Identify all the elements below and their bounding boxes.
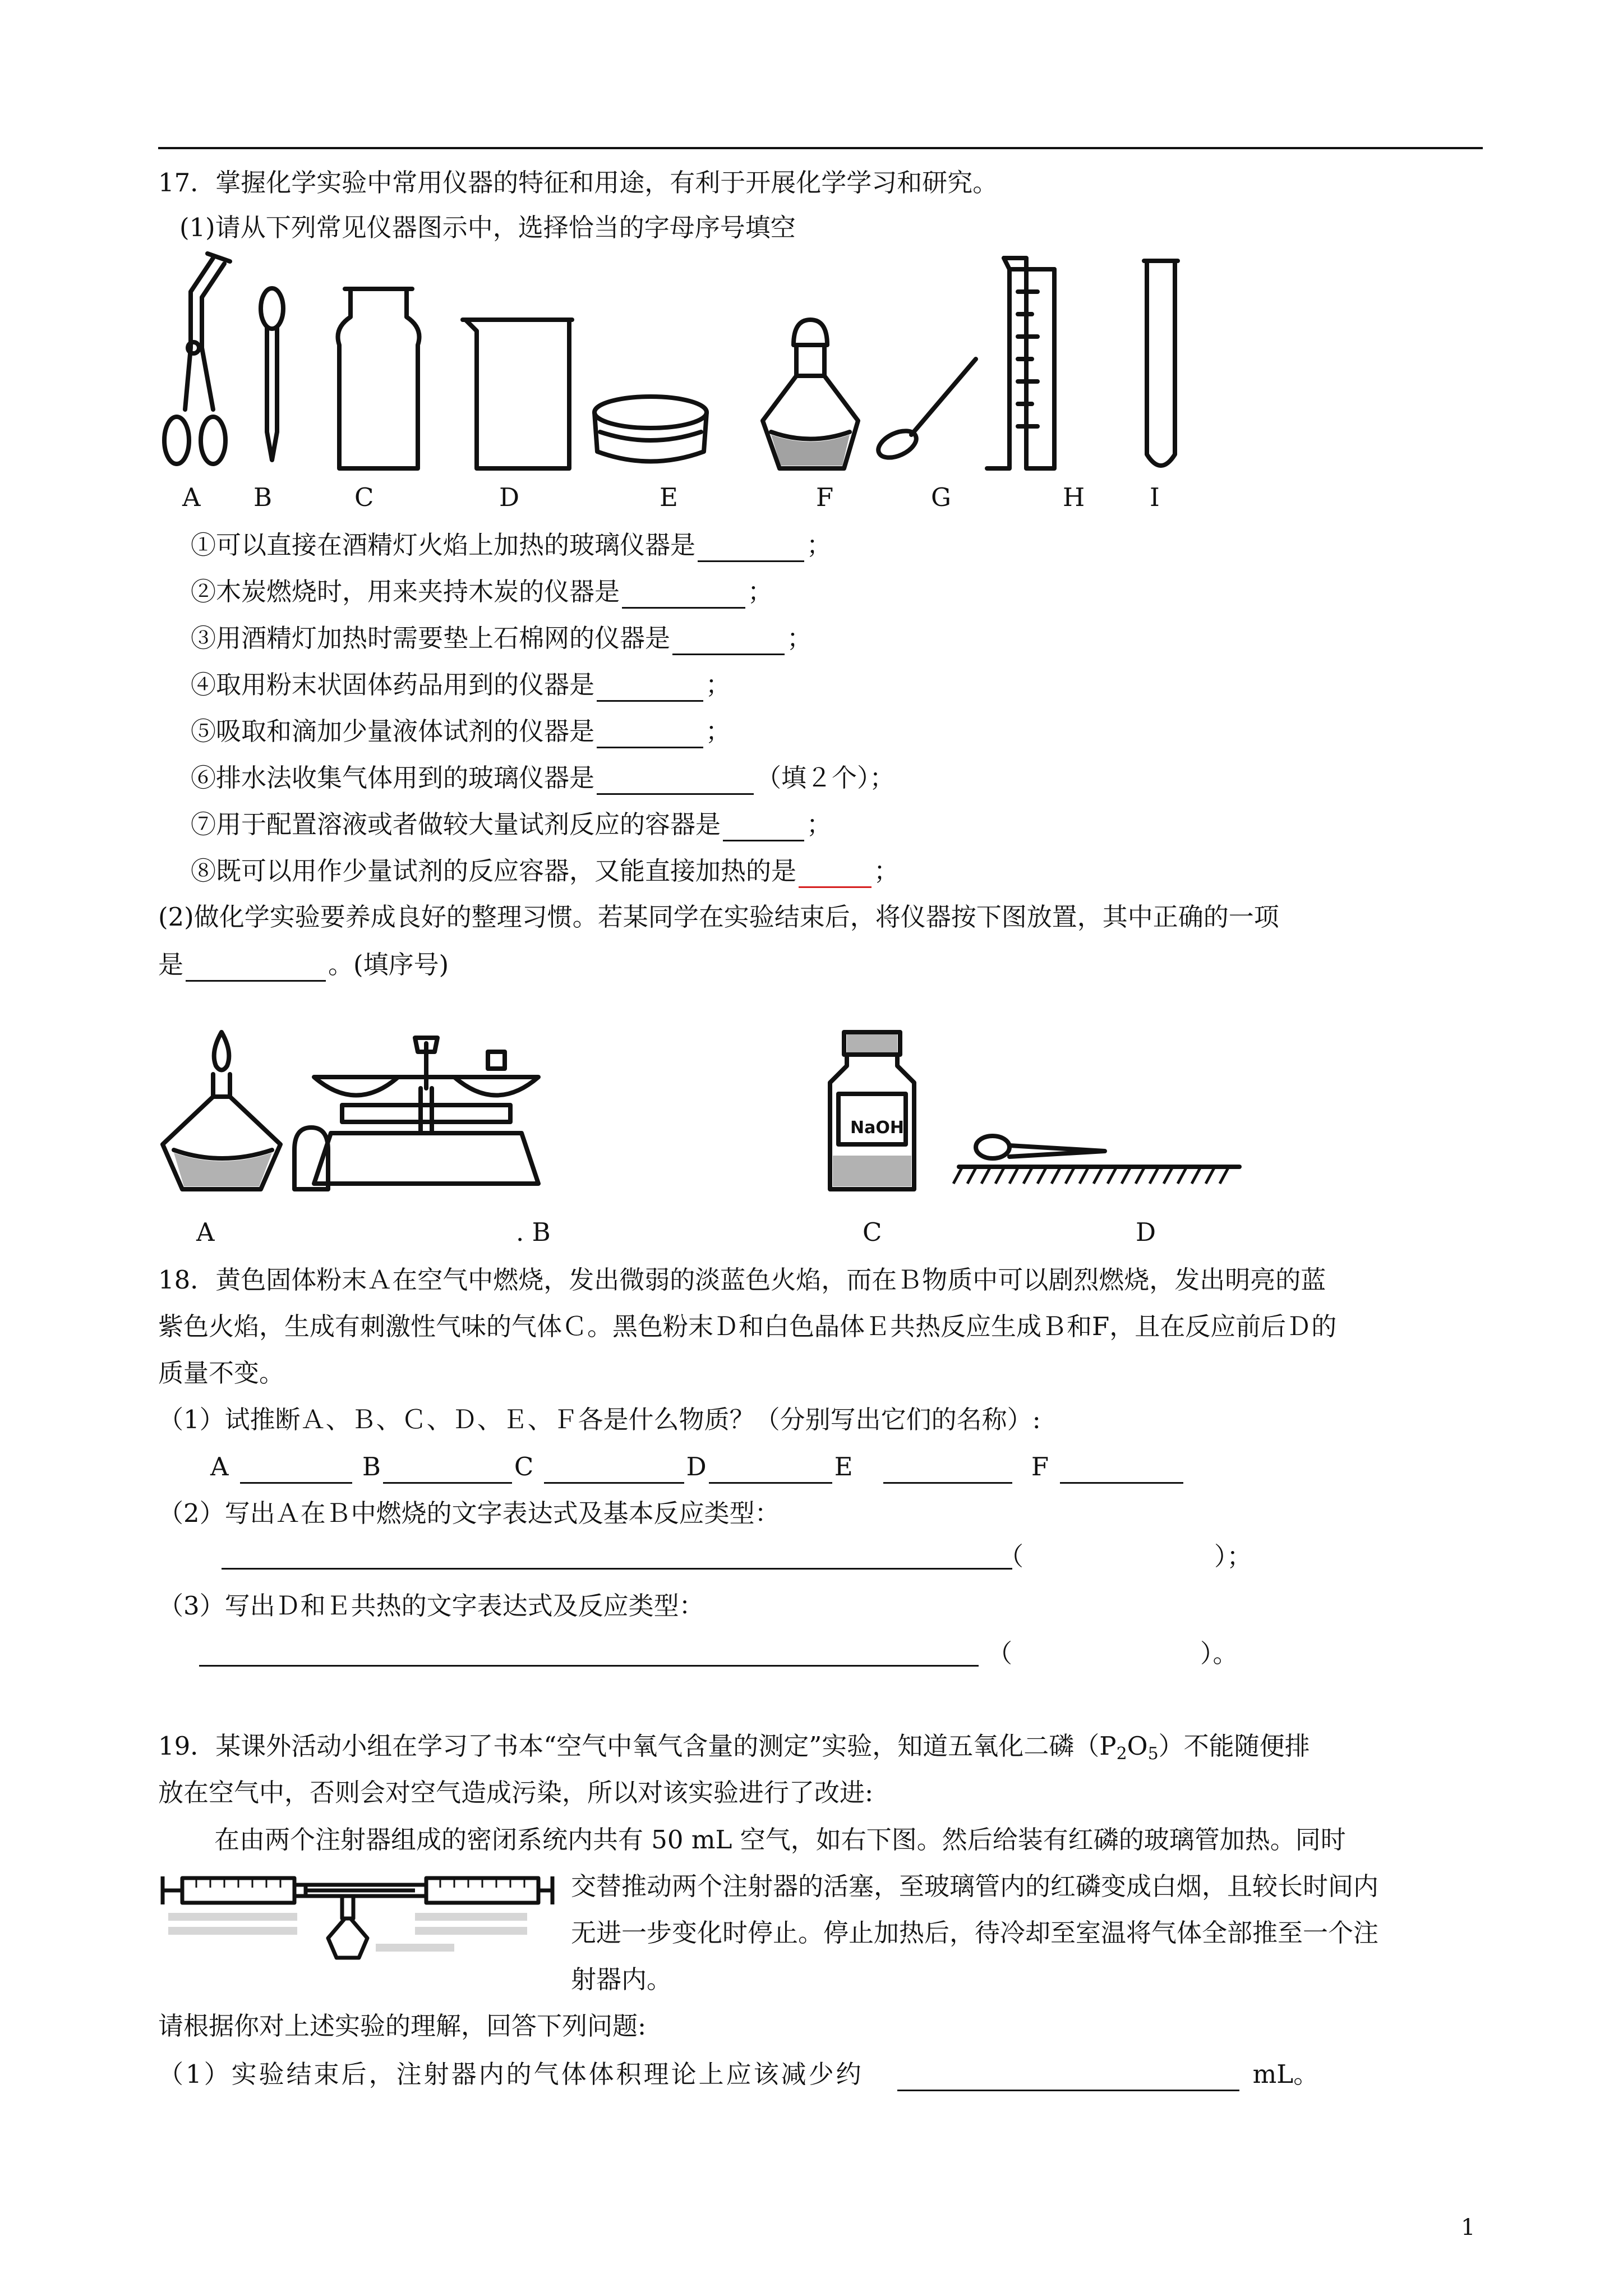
q18-line2: 紫色火焰，生成有刺激性气味的气体Ｃ。黑色粉末Ｄ和白色晶体Ｅ共热反应生成Ｂ和F，且在反应前后Ｄ的 bbox=[158, 1312, 1337, 1341]
q18-fill-row: A B C D E F bbox=[210, 1450, 1186, 1484]
test-tube-icon bbox=[1144, 261, 1178, 466]
crucible-tongs-icon bbox=[164, 254, 230, 464]
q18-line3: 质量不变。 bbox=[158, 1358, 285, 1388]
q18-sub2-paren-open: （ bbox=[998, 1542, 1024, 1571]
instrument-label-f: F bbox=[816, 482, 834, 512]
q18-sub3-answer-line bbox=[199, 1665, 979, 1667]
page-number: 1 bbox=[1461, 2215, 1476, 2240]
q17-part2-line2: 是 。(填序号) bbox=[158, 948, 449, 982]
q18-sub1: （1）试推断Ａ、Ｂ、Ｃ、Ｄ、Ｅ、Ｆ各是什么物质？（分别写出它们的名称）: bbox=[158, 1405, 1041, 1434]
spatula-icon bbox=[874, 359, 976, 463]
q17-item-3: ③用酒精灯加热时需要垫上石棉网的仪器是 ； bbox=[191, 622, 812, 655]
instrument-label-a: A bbox=[182, 482, 201, 512]
q17-item-4: ④取用粉末状固体药品用到的仪器是 ； bbox=[191, 668, 731, 702]
q17-part1: (1)请从下列常见仪器图示中，选择恰当的字母序号填空 bbox=[179, 213, 796, 242]
q17-item-2: ②木炭燃烧时，用来夹持木炭的仪器是 ； bbox=[191, 575, 773, 609]
header-rule bbox=[158, 147, 1483, 149]
q19-line7: 请根据你对上述实验的理解，回答下列问题: bbox=[158, 2011, 647, 2041]
graduated-cylinder-icon bbox=[987, 258, 1054, 468]
instrument-label-e: E bbox=[660, 482, 678, 512]
q19-line3: 在由两个注射器组成的密闭系统内共有 50 mL 空气，如右下图。然后给装有红磷的玻璃管加热。同时 bbox=[214, 1825, 1346, 1855]
q18-line1: 18．黄色固体粉末Ａ在空气中燃烧，发出微弱的淡蓝色火焰，而在Ｂ物质中可以剧烈燃烧，发出明亮的蓝 bbox=[158, 1265, 1326, 1295]
instrument-label-d: D bbox=[499, 482, 520, 512]
q17-item-6: ⑥排水法收集气体用到的玻璃仪器是 （填２个）； bbox=[191, 761, 895, 795]
naoh-label: NaOH bbox=[850, 1118, 904, 1138]
q17-item-5: ⑤吸取和滴加少量液体试剂的仪器是 ； bbox=[191, 715, 731, 748]
q18-sub2-answer-line bbox=[222, 1568, 1012, 1570]
q19-line6: 射器内。 bbox=[571, 1964, 672, 1994]
q19-line1: 19．某课外活动小组在学习了书本“空气中氧气含量的测定”实验，知道五氧化二磷$(P_2O_5)$不能随便排 bbox=[158, 1731, 1310, 1764]
q18-sub2: （2）写出Ａ在Ｂ中燃烧的文字表达式及基本反应类型： bbox=[158, 1498, 780, 1528]
dropper-icon bbox=[261, 288, 283, 460]
figure2-label-d: D bbox=[1136, 1217, 1156, 1247]
q18-sub3-paren-close: ）。 bbox=[1200, 1639, 1238, 1668]
instrument-label-c: C bbox=[354, 482, 374, 512]
q17-part2-line1: (2)做化学实验要养成良好的整理习惯。若某同学在实验结束后，将仪器按下图放置，其中正确的一项 bbox=[158, 902, 1279, 932]
q18-sub3: （3）写出Ｄ和Ｅ共热的文字表达式及反应类型： bbox=[158, 1591, 704, 1621]
q19-sub1: （1）实验结束后，注射器内的气体体积理论上应该减少约 mL。 bbox=[158, 2058, 1318, 2091]
q17-item-8: ⑧既可以用作少量试剂的反应容器，又能直接加热的是 ； bbox=[191, 854, 899, 888]
instrument-label-i: I bbox=[1150, 482, 1160, 512]
q19-line2: 放在空气中，否则会对空气造成污染，所以对该实验进行了改进: bbox=[158, 1778, 874, 1807]
tidy-up-figure bbox=[151, 1021, 1290, 1206]
figure2-label-c: C bbox=[863, 1217, 882, 1247]
q17-item-1: ①可以直接在酒精灯火焰上加热的玻璃仪器是 ； bbox=[191, 528, 832, 562]
instrument-label-g: G bbox=[931, 482, 951, 512]
instrument-figure bbox=[151, 247, 1251, 482]
q19-line5: 无进一步变化时停止。停止加热后，待冷却至室温将气体全部推至一个注 bbox=[571, 1918, 1379, 1948]
figure2-label-b: . B bbox=[516, 1217, 551, 1247]
balance-icon bbox=[314, 1038, 538, 1184]
q18-sub2-paren-close: ）； bbox=[1214, 1542, 1252, 1571]
instrument-label-h: H bbox=[1063, 482, 1085, 512]
syringe-apparatus-figure bbox=[157, 1857, 561, 1969]
q17-title: 17．掌握化学实验中常用仪器的特征和用途，有利于开展化学学习和研究。 bbox=[158, 168, 998, 197]
instrument-label-b: B bbox=[253, 482, 273, 512]
q17-item-7: ⑦用于配置溶液或者做较大量试剂反应的容器是 ； bbox=[191, 808, 832, 841]
dish-icon bbox=[594, 397, 707, 462]
q19-line4: 交替推动两个注射器的活塞，至玻璃管内的红磷变成白烟，且较长时间内 bbox=[571, 1871, 1379, 1901]
q18-sub3-paren-open: （ bbox=[987, 1639, 1013, 1668]
figure2-label-a: A bbox=[196, 1217, 215, 1247]
beaker-icon bbox=[463, 320, 572, 468]
dropper-on-bench-icon bbox=[959, 1136, 1239, 1167]
bottle-icon bbox=[338, 289, 419, 468]
